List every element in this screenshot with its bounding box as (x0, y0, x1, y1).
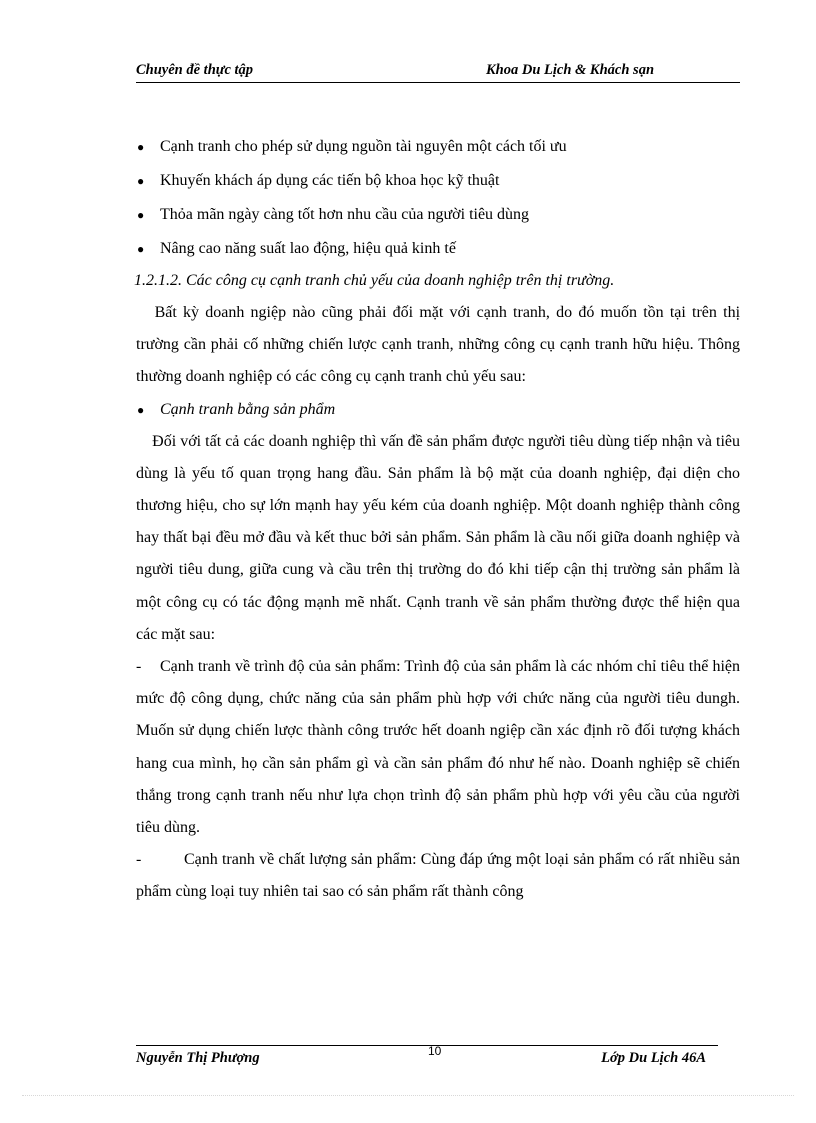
page-header (136, 62, 740, 83)
dash-marker: - (136, 658, 142, 676)
sub-bullet-text: Cạnh tranh bằng sản phẩm (160, 400, 336, 418)
dash-marker: - (136, 851, 142, 869)
header-title: Chuyên đề thực tập (136, 62, 254, 78)
bullet-item (136, 164, 740, 198)
bullet-icon: ● (137, 208, 145, 222)
bullet-text: Thỏa mãn ngày càng tốt hơn nhu cầu của người tiêu dùng (160, 206, 530, 223)
bullet-icon: ● (137, 140, 145, 154)
header-department: Khoa Du Lịch & Khách sạn (486, 62, 655, 78)
footer-class: Lớp Du Lịch 46A (601, 1050, 706, 1066)
bullet-item (136, 130, 740, 164)
dash-item (136, 651, 740, 844)
bullet-text: Cạnh tranh cho phép sử dụng nguồn tài nguyên một cách tối ưu (160, 138, 567, 155)
dash-item-text: Cạnh tranh về chất lượng sản phẩm: Cùng đáp ứng một loại sản phẩm có rất nhiều sản phẩm cùng loại tuy nhiên tai sao có sản phẩm rất thành công (136, 851, 740, 901)
bullet-text: Khuyến khách áp dụng các tiến bộ khoa học kỹ thuật (160, 172, 500, 189)
bullet-item (136, 232, 740, 266)
dash-item-text: Cạnh tranh về trình độ của sản phẩm: Trình độ của sản phẩm là các nhóm chỉ tiêu thể hiện mức độ công dụng, chức năng của sản phẩm phù hợp với chức năng của người tiêu dungh. Muốn sử dụng chiến lược thành công trước hết doanh ngiệp cần xác định rõ đối tượng khách hang cua mình, họ cần sản phẩm gì và cần sản phẩm đó như hế nào. Doanh nghiệp sẽ chiến thắng trong cạnh tranh nếu như lựa chọn trình độ sản phẩm phù hợp với yêu cầu của người tiêu dùng. (136, 658, 740, 837)
product-paragraph: Đối với tất cả các doanh nghiệp thì vấn đề sản phẩm được người tiêu dùng tiếp nhận và tiêu dùng là yếu tố quan trọng hang đầu. Sản phẩm là bộ mặt của doanh nghiệp, đại diện cho thương hiệu, cho sự lớn mạnh hay yếu kém của doanh nghiệp. Một doanh nghiệp thành công hay thất bại đều mở đầu và kết thuc bởi sản phẩm. Sản phẩm là cầu nối giữa doanh nghiệp và người tiêu dung, giữa cung và cầu trên thị trường do đó khi tiếp cận thị trường sản phẩm là một công cụ có tác động mạnh mẽ nhất. Cạnh tranh về sản phẩm thường được thể hiện qua các mặt sau: (136, 432, 745, 643)
bullet-text: Nâng cao năng suất lao động, hiệu quả kinh tế (160, 240, 456, 257)
footer-divider (136, 1045, 718, 1046)
page-body (134, 130, 745, 909)
bullet-icon: ● (137, 174, 145, 188)
bullet-icon: ● (137, 242, 145, 256)
page-bottom-border (22, 1095, 794, 1096)
bullet-item (136, 198, 740, 232)
bullet-icon: ● (137, 402, 145, 417)
footer-author: Nguyễn Thị Phượng (136, 1050, 260, 1066)
dash-item (136, 844, 740, 908)
sub-bullet-item (136, 394, 740, 426)
page-number: 10 (428, 1044, 442, 1058)
section-heading: 1.2.1.2. Các công cụ cạnh tranh chủ yếu của doanh nghiệp trên thị trường. (134, 272, 615, 289)
intro-paragraph: Bất kỳ doanh ngiệp nào cũng phải đối mặt với cạnh tranh, do đó muốn tồn tại trên thị trường cần phải cố những chiến lược cạnh tranh, những công cụ cạnh tranh hữu hiệu. Thông thường doanh nghiệp có các công cụ cạnh tranh chủ yếu sau: (136, 304, 745, 386)
page-footer (136, 1044, 718, 1068)
